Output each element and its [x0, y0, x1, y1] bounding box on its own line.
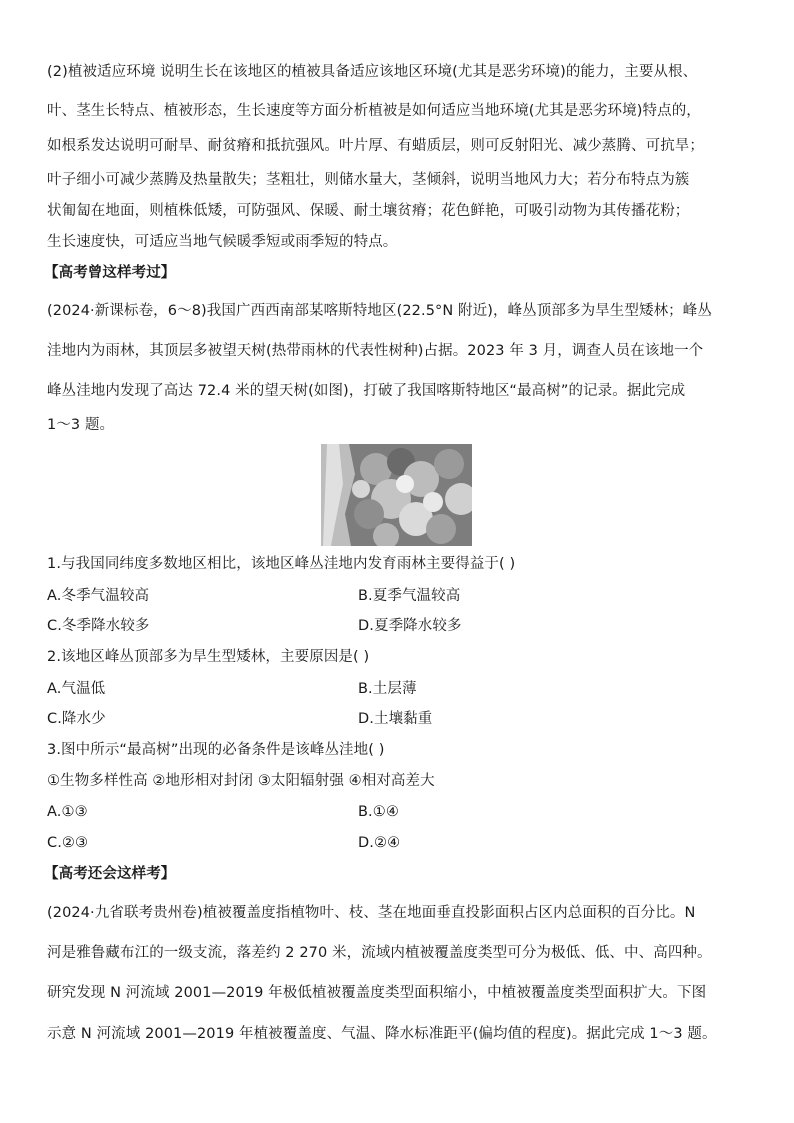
section-heading: 【高考还会这样考】: [44, 866, 176, 882]
option-d: D.土壤黏重: [358, 711, 433, 727]
exam-intro-line: 研究发现 N 河流域 2001—2019 年极低植被覆盖度类型面积缩小，中植被覆盖度类型面积扩大。下图: [47, 985, 707, 1001]
option-a: A.气温低: [47, 681, 106, 697]
option-c: C.冬季降水较多: [47, 618, 150, 634]
exam-intro-line: 1～3 题。: [47, 417, 115, 433]
paragraph-line: 状匍匐在地面，则植株低矮，可防强风、保暖、耐土壤贫瘠；花色鲜艳，可吸引动物为其传播花粉；: [47, 203, 690, 219]
section-heading: 【高考曾这样考过】: [44, 265, 176, 281]
paragraph-line: (2)植被适应环境 说明生长在该地区的植被具备适应该地区环境(尤其是恶劣环境)的能力，主要从根、: [47, 64, 698, 80]
paragraph-line: 叶子细小可减少蒸腾及热量散失；茎粗壮，则储水量大，茎倾斜，说明当地风力大；若分布特点为簇: [47, 172, 690, 188]
option-b: B.夏季气温较高: [358, 588, 461, 604]
exam-intro-line: 示意 N 河流域 2001—2019 年植被覆盖度、气温、降水标准距平(偏均值的程度)。据此完成 1～3 题。: [47, 1026, 717, 1042]
exam-intro-line: (2024·新课标卷，6～8)我国广西西南部某喀斯特地区(22.5°N 附近)，峰丛顶部多为旱生型矮林；峰丛: [47, 303, 712, 319]
exam-intro-line: 河是雅鲁藏布江的一级支流，落差约 2 270 米，流域内植被覆盖度类型可分为极低、低、中、高四种。: [47, 945, 712, 961]
option-d: D.②④: [358, 835, 401, 851]
option-b: B.①④: [358, 804, 399, 820]
option-c: C.②③: [47, 835, 89, 851]
paragraph-line: 叶、茎生长特点、植被形态，生长速度等方面分析植被是如何适应当地环境(尤其是恶劣环境)特点的，: [47, 103, 701, 119]
exam-intro-line: 洼地内为雨林，其顶层多被望天树(热带雨林的代表性树种)占据。2023 年 3 月，调查人员在该地一个: [47, 343, 704, 359]
option-d: D.夏季降水较多: [358, 618, 462, 634]
option-b: B.土层薄: [358, 681, 417, 697]
question-stem: 1.与我国同纬度多数地区相比，该地区峰丛洼地内发育雨林主要得益于( ): [47, 556, 516, 572]
question-stem: 2.该地区峰丛顶部多为旱生型矮林，主要原因是( ): [47, 649, 370, 665]
forest-photo: [321, 444, 472, 546]
option-a: A.①③: [47, 804, 88, 820]
exam-intro-line: 峰丛洼地内发现了高达 72.4 米的望天树(如图)，打破了我国喀斯特地区“最高树”的记录。据此完成: [47, 383, 686, 399]
option-a: A.冬季气温较高: [47, 588, 150, 604]
question-items: ①生物多样性高 ②地形相对封闭 ③太阳辐射强 ④相对高差大: [47, 773, 435, 789]
paragraph-line: 生长速度快，可适应当地气候暖季短或雨季短的特点。: [47, 234, 398, 250]
question-stem: 3.图中所示“最高树”出现的必备条件是该峰丛洼地( ): [47, 742, 385, 758]
option-c: C.降水少: [47, 711, 106, 727]
exam-intro-line: (2024·九省联考贵州卷)植被覆盖度指植物叶、枝、茎在地面垂直投影面积占区内总面积的百分比。N: [47, 905, 696, 921]
paragraph-line: 如根系发达说明可耐旱、耐贫瘠和抵抗强风。叶片厚、有蜡质层，则可反射阳光、减少蒸腾、可抗旱；: [47, 138, 704, 154]
